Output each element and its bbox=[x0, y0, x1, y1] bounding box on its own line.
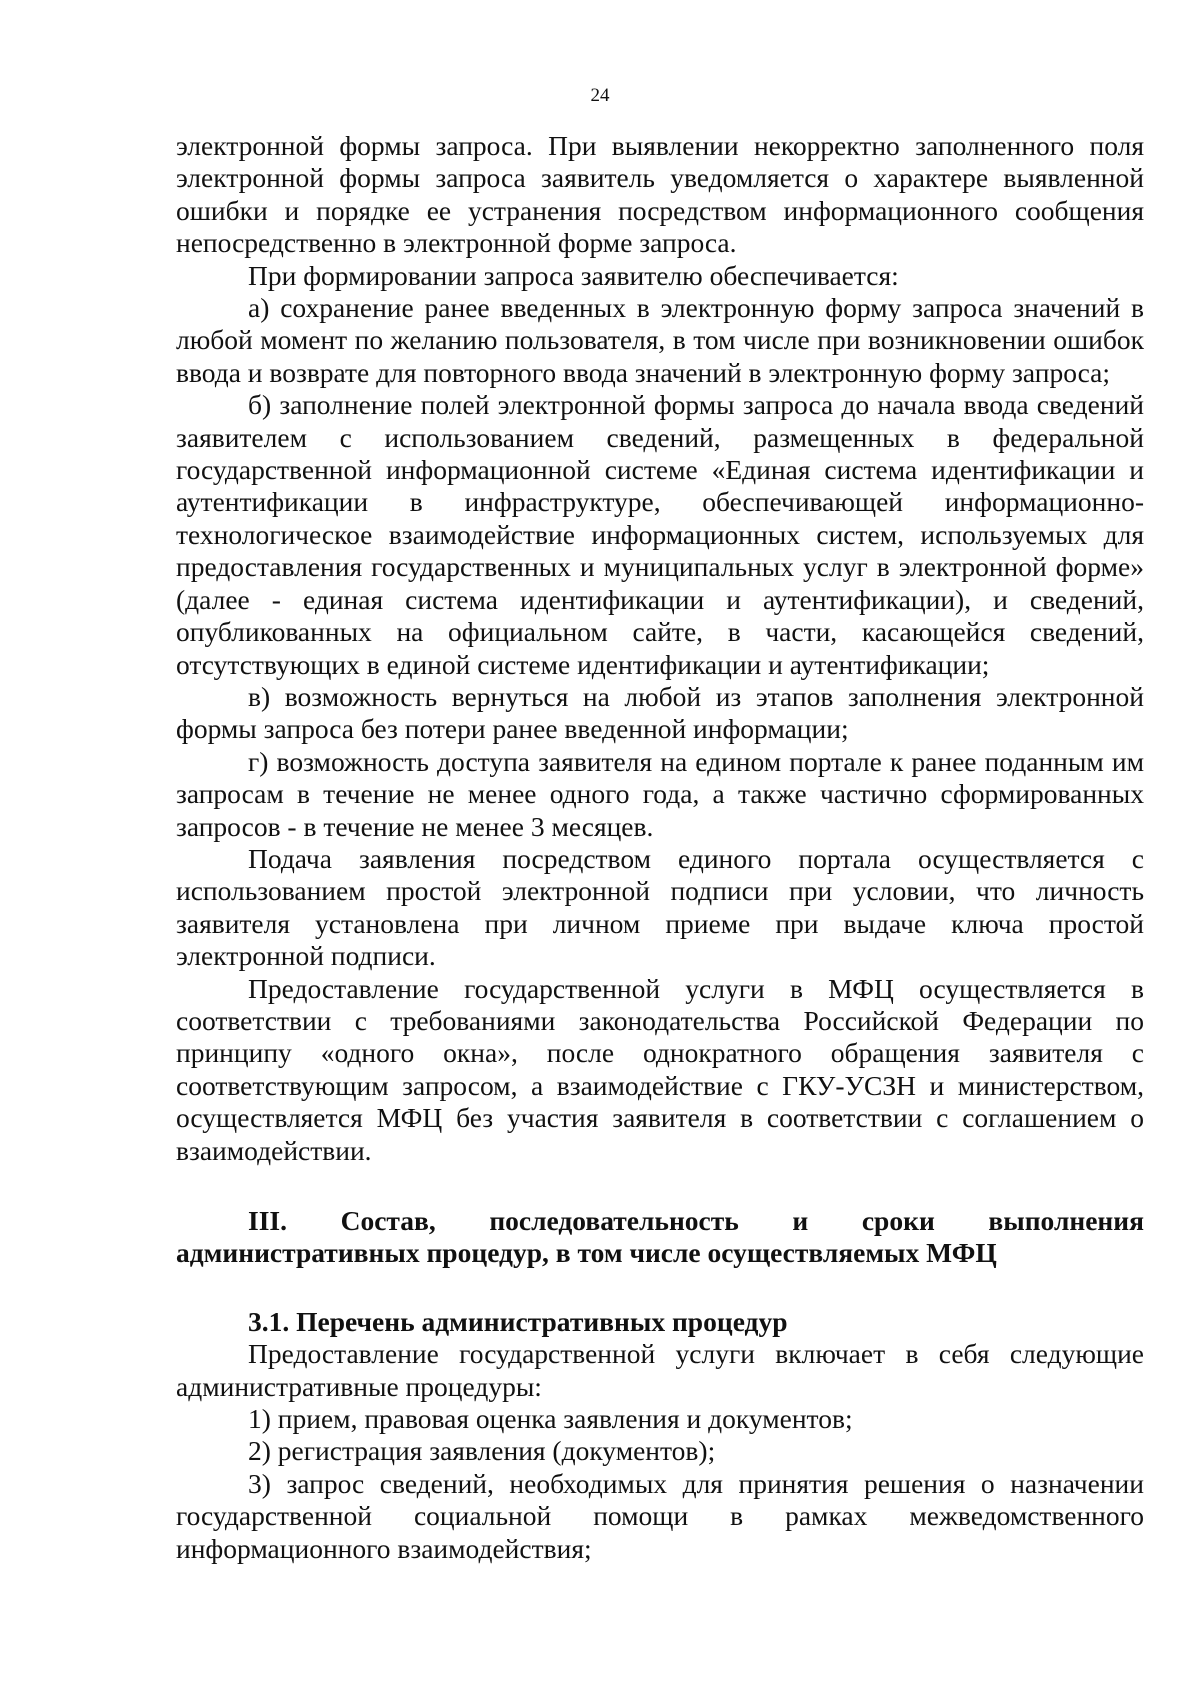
procedure-item: 3) запрос сведений, необходимых для принятия решения о назначении государственной социальной помощи в рамках межведомственного информационного взаимодействия; bbox=[176, 1467, 1144, 1564]
paragraph: Предоставление государственной услуги включает в себя следующие административные процедуры: bbox=[176, 1338, 1144, 1402]
paragraph: электронной формы запроса. При выявлении некорректно заполненного поля электронной формы запроса заявитель уведомляется о характере выявленной ошибки и порядке ее устранения посредством информационного сообщения непосредственно в электронной форме запроса. bbox=[176, 130, 1144, 259]
list-item-a: а) сохранение ранее введенных в электронную форму запроса значений в любой момент по желанию пользователя, в том числе при возникновении ошибок ввода и возврате для повторного ввода значений в электронную форму запроса; bbox=[176, 292, 1144, 388]
section-heading: III. Состав, последовательность и сроки выполнения административных процедур, в том числе осуществляемых МФЦ bbox=[176, 1205, 1144, 1269]
paragraph: Предоставление государственной услуги в МФЦ осуществляется в соответствии с требованиями законодательства Российской Федерации по принципу «одного окна», после однократного обращения заявителя с соответствующим запросом, а взаимодействие с ГКУ-УСЗН и министерством, осуществляется МФЦ без участия заявителя в соответствии с соглашением о взаимодействии. bbox=[176, 972, 1144, 1166]
paragraph: При формировании запроса заявителю обеспечивается: bbox=[248, 259, 899, 291]
list-item-b: б) заполнение полей электронной формы запроса до начала ввода сведений заявителем с использованием сведений, размещенных в федеральной государственной информационной системе «Единая система идентификации и аутентификации в инфраструктуре, обеспечивающей информационно-технологическое взаимодействие информационных систем, используемых для предоставления государственных и муниципальных услуг в электронной форме» (далее - единая система идентификации и аутентификации), и сведений, опубликованных на официальном сайте, в части, касающейся сведений, отсутствующих в единой системе идентификации и аутентификации; bbox=[176, 389, 1144, 680]
procedure-item: 2) регистрация заявления (документов); bbox=[248, 1435, 716, 1467]
list-item-g: г) возможность доступа заявителя на едином портале к ранее поданным им запросам в течение не менее одного года, а также частично сформированных запросов - в течение не менее 3 месяцев. bbox=[176, 745, 1144, 842]
list-item-v: в) возможность вернуться на любой из этапов заполнения электронной формы запроса без потери ранее введенной информации; bbox=[176, 680, 1144, 745]
subsection-heading: 3.1. Перечень административных процедур bbox=[248, 1305, 788, 1337]
procedure-item: 1) прием, правовая оценка заявления и документов; bbox=[248, 1403, 853, 1435]
document-body bbox=[176, 130, 1144, 1565]
page-number: 24 bbox=[590, 85, 610, 106]
paragraph: Подача заявления посредством единого портала осуществляется с использованием простой электронной подписи при условии, что личность заявителя установлена при личном приеме при выдаче ключа простой электронной подписи. bbox=[176, 842, 1144, 972]
